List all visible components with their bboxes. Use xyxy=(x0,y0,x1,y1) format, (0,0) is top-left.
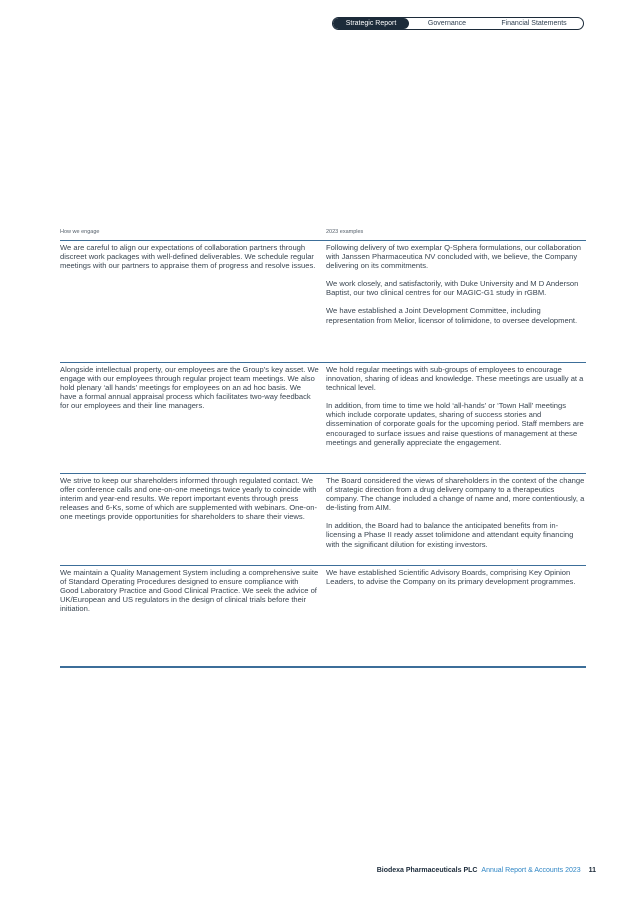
engage-text: We maintain a Quality Management System including a comprehensive suite of Standard Operating Procedures designed to ensure compliance with Good Laboratory Practice and Good Clinical Practice. We seek the advice of UK/European and US regulators in the design of clinical trials before their initiation. xyxy=(60,568,319,614)
example-paragraph: In addition, the Board had to balance the anticipated benefits from in-licensing a Phase II ready asset tolimidone and attendant equity financing with the significant dilution for existing investors. xyxy=(326,521,574,549)
header-how-we-engage: How we engage xyxy=(60,229,100,235)
example-paragraph: Following delivery of two exemplar Q-Sphera formulations, our collaboration with Janssen Pharmaceutica NV concluded with, we believe, the Company delivering on its commitments. xyxy=(326,243,581,271)
example-paragraph: We hold regular meetings with sub-groups of employees to encourage innovation, sharing of ideas and knowledge. These meetings are usually at a technical level. xyxy=(326,365,584,393)
header-2023-examples: 2023 examples xyxy=(326,229,364,235)
footer-company-name: Biodexa Pharmaceuticals PLC xyxy=(376,867,478,874)
page-footer xyxy=(377,867,596,874)
footer-report-title: Annual Report & Accounts 2023 xyxy=(481,867,581,874)
engage-text: We strive to keep our shareholders informed through regulated contact. We offer conference calls and one-on-one meetings twice yearly to coincide with interim and year-end results. We report important events through press releases and 6-Ks, some of which are supplemented with webinars. One-on-one meetings provide opportunities for shareholders to share their views. xyxy=(60,476,318,522)
example-paragraph: The Board considered the views of shareholders in the context of the change of strategic direction from a drug delivery company to a therapeutics company. The change included a change of name and, more contentiously, a de-listing from AIM. xyxy=(326,476,585,513)
example-paragraph: We have established a Joint Development Committee, including representation from Melior, licensor of tolimidone, to oversee development. xyxy=(326,306,578,325)
engagement-table xyxy=(60,229,586,668)
example-paragraph: We work closely, and satisfactorily, with Duke University and M D Anderson Baptist, our two clinical centres for our MAGIC-G1 study in rGBM. xyxy=(326,279,579,298)
tab-financial-statements[interactable]: Financial Statements xyxy=(501,20,567,27)
engage-text: Alongside intellectual property, our employees are the Group’s key asset. We engage with our employees through regular project team meetings. We also hold plenary ‘all hands’ meetings for employees on an ad hoc basis. We have a formal annual appraisal process which facilitates two-way feedback for our employees and their line managers. xyxy=(60,365,319,411)
table-row xyxy=(60,241,586,363)
section-nav xyxy=(332,17,584,30)
example-paragraph: We have established Scientific Advisory Boards, comprising Key Opinion Leaders, to advise the Company on its primary development programmes. xyxy=(326,568,576,587)
row-engage-cell xyxy=(60,243,323,362)
tab-governance[interactable]: Governance xyxy=(427,20,467,27)
row-engage-cell xyxy=(60,568,323,666)
tab-strategic-report[interactable]: Strategic Report xyxy=(333,18,409,29)
engage-text: We are careful to align our expectations of collaboration partners through discreet work packages with well-defined deliverables. We schedule regular meetings with our partners to appraise them of progress and resolve issues. xyxy=(60,243,316,271)
row-examples-cell xyxy=(323,365,586,473)
row-examples-cell xyxy=(323,476,586,565)
row-examples-cell xyxy=(323,243,586,362)
row-engage-cell xyxy=(60,365,323,473)
table-row xyxy=(60,474,586,566)
row-engage-cell xyxy=(60,476,323,565)
table-row xyxy=(60,363,586,474)
row-examples-cell xyxy=(323,568,586,666)
example-paragraph: In addition, from time to time we hold ‘all-hands’ or ‘Town Hall’ meetings which include corporate updates, sharing of success stories and dissemination of corporate goals for the upcoming period. Staff members are encouraged to surface issues and raise questions of management at these meetings and generally appreciate the engagement. xyxy=(326,401,584,447)
page-number: 11 xyxy=(588,867,596,874)
table-header xyxy=(60,229,586,241)
table-row xyxy=(60,566,586,668)
